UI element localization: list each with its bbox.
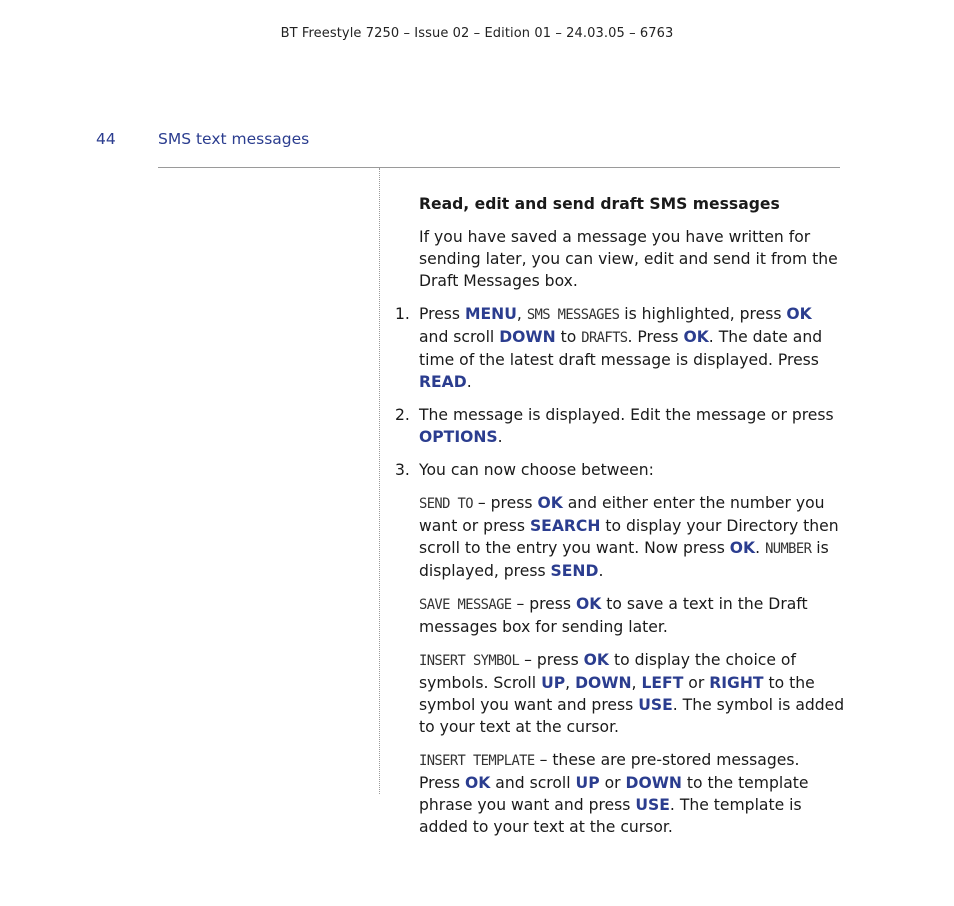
- step-text: and scroll: [419, 328, 500, 346]
- step-text: The message is displayed. Edit the message or press: [419, 406, 834, 424]
- key-down: DOWN: [625, 774, 682, 792]
- option-text: – press: [511, 595, 576, 613]
- step-text: You can now choose between:: [419, 461, 654, 479]
- option-text: – these are pre-stored messages. Press: [419, 751, 800, 792]
- page-number: 44: [96, 130, 116, 148]
- step-text: .: [497, 428, 503, 446]
- key-ok: OK: [465, 774, 491, 792]
- option-text: .: [755, 539, 766, 557]
- option-text: to the template phrase you want and press: [419, 774, 809, 814]
- key-down: DOWN: [575, 674, 632, 692]
- option-text: ,: [565, 674, 576, 692]
- key-use: USE: [635, 796, 670, 814]
- option-text: and either enter the number you want or press: [419, 494, 825, 535]
- option-text: – press: [472, 494, 538, 512]
- key-ok: OK: [583, 651, 610, 669]
- key-ok: OK: [575, 595, 602, 613]
- option-text: – press: [519, 651, 584, 669]
- display-insert-template: INSERT TEMPLATE: [419, 753, 535, 769]
- step-text: Press: [419, 305, 465, 323]
- display-insert-symbol: INSERT SYMBOL: [419, 653, 520, 669]
- option-text: .: [598, 562, 604, 580]
- document-info-header: BT Freestyle 7250 – Issue 02 – Edition 01 – 24.03.05 – 6763: [280, 26, 674, 41]
- option-text: to the symbol you want and press: [419, 674, 815, 714]
- step-text: ,: [516, 305, 527, 323]
- key-ok: OK: [729, 539, 756, 557]
- key-up: UP: [541, 674, 566, 692]
- step-3: [395, 459, 845, 481]
- option-text: is displayed, press: [419, 539, 829, 580]
- key-send: SEND: [550, 562, 599, 580]
- display-send-to: SEND TO: [419, 496, 473, 512]
- option-text: to display the choice of symbols. Scroll: [419, 651, 796, 692]
- section-title: SMS text messages: [158, 130, 310, 148]
- key-ok: OK: [786, 305, 812, 323]
- option-save-message: [419, 593, 845, 638]
- option-insert-symbol: [419, 649, 845, 738]
- option-text: or: [599, 774, 626, 792]
- option-send-to: [419, 492, 845, 582]
- step-1: [395, 303, 845, 393]
- key-ok: OK: [537, 494, 563, 512]
- option-text: to display your Directory then scroll to the entry you want. Now press: [419, 517, 839, 557]
- step-number: 3.: [395, 461, 410, 479]
- step-2: [395, 404, 845, 448]
- column-divider: [379, 168, 380, 794]
- step-text: .: [466, 373, 472, 391]
- display-number: NUMBER: [765, 541, 812, 557]
- option-text: . The symbol is added to your text at the cursor.: [419, 696, 845, 736]
- option-text: to save a text in the Draft messages box for sending later.: [419, 595, 808, 636]
- step-text: . Press: [627, 328, 684, 346]
- display-sms-messages: SMS MESSAGES: [526, 307, 620, 323]
- option-text: or: [683, 674, 710, 692]
- display-save-message: SAVE MESSAGE: [419, 597, 512, 613]
- key-left: LEFT: [641, 674, 684, 692]
- intro-paragraph: If you have saved a message you have written for sending later, you can view, edit and send it from the Draft Messages box.: [419, 228, 838, 290]
- display-drafts: DRAFTS: [581, 330, 628, 346]
- step-text: to: [555, 328, 582, 346]
- option-text: ,: [631, 674, 642, 692]
- step-number: 2.: [395, 406, 410, 424]
- step-text: is highlighted, press: [619, 305, 787, 323]
- step-number: 1.: [395, 305, 410, 323]
- key-use: USE: [638, 696, 673, 714]
- header-rule: [158, 167, 840, 168]
- main-content: [395, 193, 845, 849]
- step-text: . The date and time of the latest draft message is displayed. Press: [419, 328, 823, 369]
- option-text: . The template is added to your text at the cursor.: [419, 796, 802, 836]
- content-heading: Read, edit and send draft SMS messages: [419, 195, 780, 213]
- key-up: UP: [575, 774, 600, 792]
- key-menu: MENU: [465, 305, 517, 323]
- key-options: OPTIONS: [419, 428, 498, 446]
- key-down: DOWN: [499, 328, 556, 346]
- key-right: RIGHT: [709, 674, 764, 692]
- key-ok: OK: [683, 328, 709, 346]
- key-read: READ: [419, 373, 467, 391]
- option-insert-template: [419, 749, 845, 838]
- option-text: and scroll: [490, 774, 576, 792]
- key-search: SEARCH: [529, 517, 601, 535]
